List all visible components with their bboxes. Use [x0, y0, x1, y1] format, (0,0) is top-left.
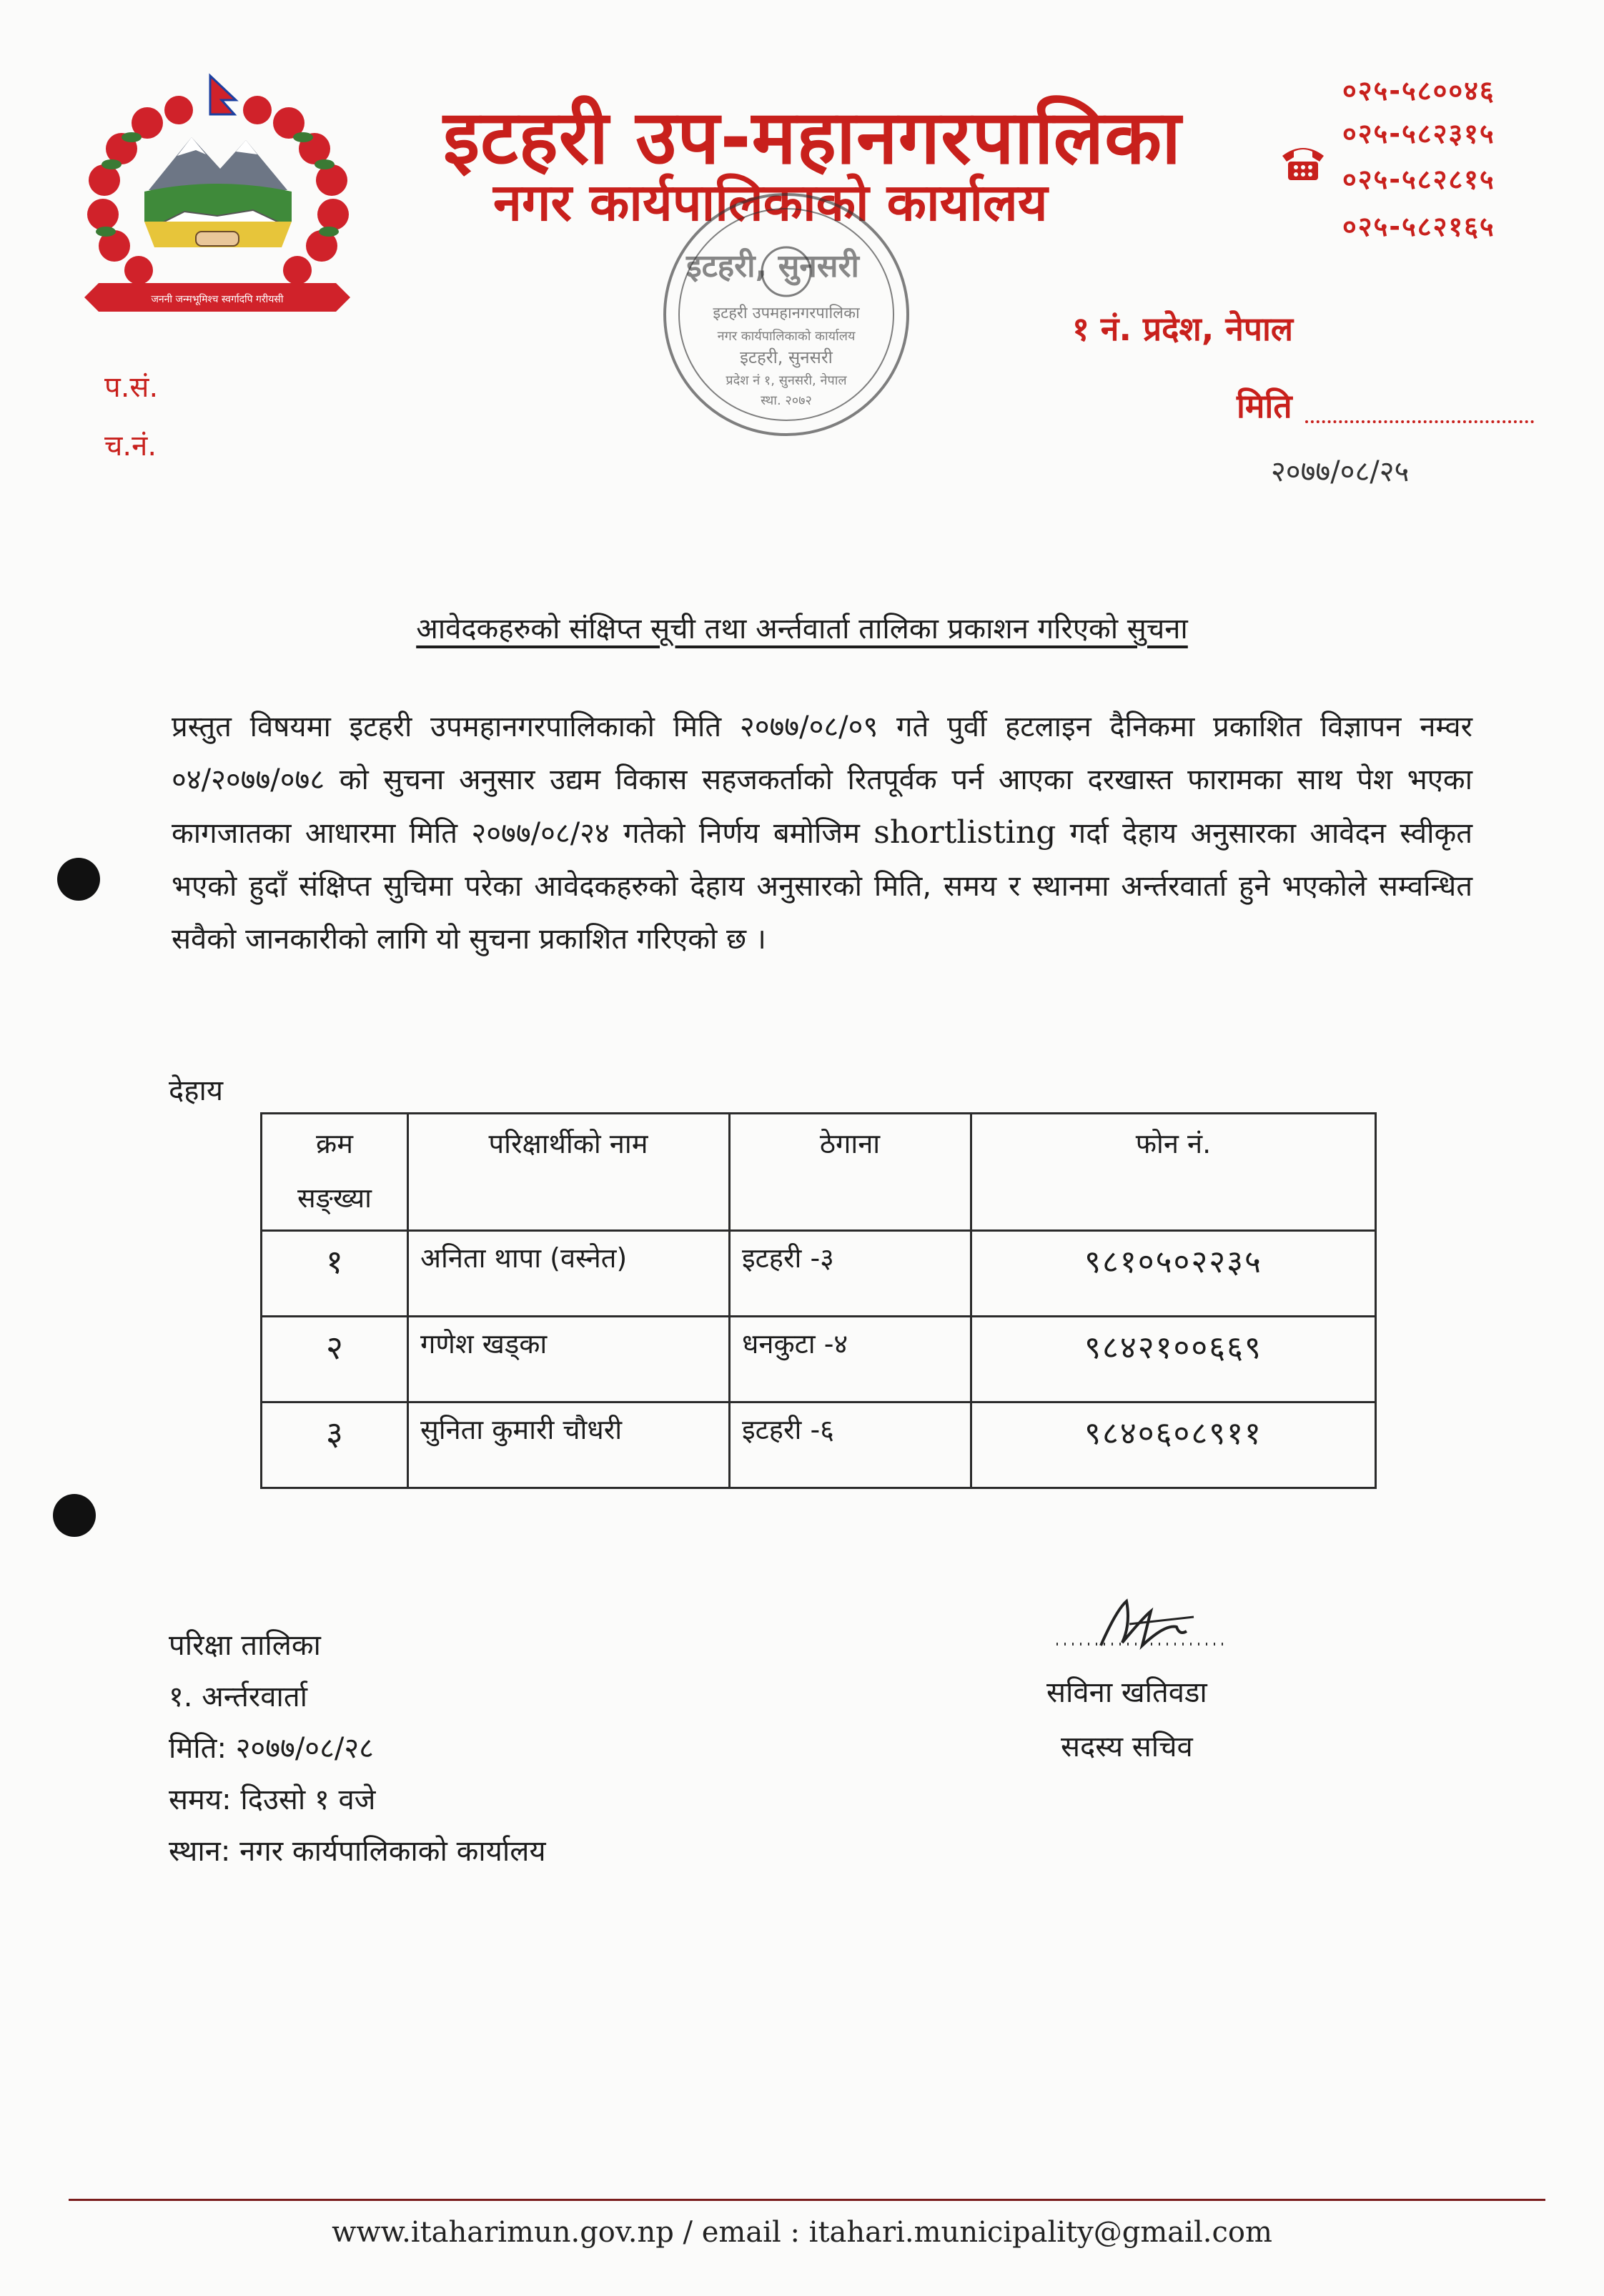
- table-row: [262, 1402, 1376, 1488]
- svg-text:स्था. २०७२: स्था. २०७२: [761, 393, 812, 408]
- dehay-label: देहाय: [169, 1074, 224, 1107]
- schedule-time: समय: दिउसो १ वजे: [169, 1783, 376, 1816]
- row-candidate-name: सुनिता कुमारी चौधरी: [408, 1402, 730, 1488]
- header-candidate-name: परिक्षार्थीको नाम: [408, 1114, 730, 1231]
- row-serial: २: [262, 1317, 408, 1402]
- header-phone: फोन नं.: [971, 1114, 1376, 1231]
- svg-text:नगर कार्यपालिकाको कार्यालय: नगर कार्यपालिकाको कार्यालय: [717, 329, 856, 344]
- table-row: [262, 1317, 1376, 1402]
- row-address: धनकुटा -४: [730, 1317, 971, 1402]
- nepal-emblem: [70, 69, 365, 326]
- signatory-title: सदस्य सचिव: [1061, 1731, 1193, 1763]
- notice-title: आवेदकहरुको संक्षिप्त सूची तथा अर्न्तवार्ता तालिका प्रकाशन गरिएको सुचना: [416, 613, 1188, 645]
- row-serial: १: [262, 1231, 408, 1317]
- phone-number-1: ०२५-५८००४६: [1342, 75, 1495, 107]
- header-address: ठेगाना: [730, 1114, 971, 1231]
- letter-date: २०७७/०८/२५: [1271, 455, 1410, 488]
- date-dotted-line: [1305, 392, 1534, 423]
- notice-body-part1: प्रस्तुत विषयमा इटहरी उपमहानगरपालिकाको मिति २०७७/०८/०९ गते पुर्वी हटलाइन दैनिकमा प्रकाशित विज्ञापन नम्वर ०४/२०७७/०७८ को सुचना अनुसार उद्यम विकास सहजकर्ताको रितपूर्वक पर्न आएका दरखास्त फारामका साथ पेश भएका कागजातका आधारमा मिति २०७७/०८/२४ गतेको निर्णय बमोजिम: [172, 711, 1472, 850]
- punch-hole-top: [57, 858, 100, 901]
- signature: [1051, 1595, 1237, 1660]
- ref-patra-sankhya: प.सं.: [104, 371, 159, 404]
- phone-number-3: ०२५-५८२८१५: [1342, 164, 1495, 195]
- row-address: इटहरी -३: [730, 1231, 971, 1317]
- office-seal: [643, 172, 929, 457]
- row-phone: ९८४२१००६६९: [971, 1317, 1376, 1402]
- svg-text:प्रदेश नं १, सुनसरी, नेपाल: प्रदेश नं १, सुनसरी, नेपाल: [726, 373, 847, 388]
- notice-body: [172, 701, 1472, 966]
- footer-contact: www.itaharimun.gov.np / email : itahari.municipality@gmail.com: [332, 2216, 1272, 2249]
- row-candidate-name: गणेश खड्का: [408, 1317, 730, 1402]
- svg-text:इटहरी उपमहानगरपालिका: इटहरी उपमहानगरपालिका: [713, 305, 860, 322]
- row-candidate-name: अनिता थापा (वस्नेत): [408, 1231, 730, 1317]
- table-header-row: [262, 1114, 1376, 1231]
- candidates-table: [260, 1112, 1377, 1489]
- phone-number-2: ०२५-५८२३१५: [1342, 118, 1495, 149]
- punch-hole-bottom: [53, 1494, 96, 1537]
- header-serial: क्रम सङ्ख्या: [262, 1114, 408, 1231]
- ref-chalani-number: च.नं.: [104, 430, 157, 462]
- stamp-overlay-text: इटहरी, सुनसरी: [686, 248, 859, 284]
- notice-body-part2: गर्दा देहाय अनुसारका आवेदन स्वीकृत भएको हुदाँ संक्षिप्त सुचिमा परेका आवेदकहरुको देहाय अनुसारको मिति, समय र स्थानमा अर्न्तरवार्ता हुने भएकोले सम्वन्धित सवैको जानकारीको लागि यो सुचना प्रकाशित गरिएको छ ।: [172, 817, 1472, 956]
- office-subtitle: नगर कार्यपालिकाको कार्यालय: [493, 172, 1048, 232]
- svg-text:इटहरी, सुनसरी: इटहरी, सुनसरी: [740, 347, 833, 367]
- schedule-item: १. अर्न्तरवार्ता: [169, 1681, 308, 1713]
- telephone-icon: [1278, 140, 1328, 183]
- schedule-place: स्थान: नगर कार्यपालिकाको कार्यालय: [169, 1835, 546, 1868]
- date-label: मिति: [1237, 387, 1292, 425]
- signatory-name: सविना खतिवडा: [1046, 1676, 1207, 1709]
- notice-body-english-term: shortlisting: [873, 814, 1056, 851]
- svg-text:जननी जन्मभूमिश्च स्वर्गादपि गर: जननी जन्मभूमिश्च स्वर्गादपि गरीयसी: [151, 294, 284, 305]
- schedule-date: मिति: २०७७/०८/२८: [169, 1732, 374, 1765]
- row-phone: ९८१०५०२२३५: [971, 1231, 1376, 1317]
- province-label: १ नं. प्रदेश, नेपाल: [1072, 310, 1294, 348]
- row-address: इटहरी -६: [730, 1402, 971, 1488]
- row-phone: ९८४०६०८९११: [971, 1402, 1376, 1488]
- row-serial: ३: [262, 1402, 408, 1488]
- schedule-heading: परिक्षा तालिका: [169, 1629, 321, 1662]
- footer-divider: [69, 2199, 1545, 2201]
- table-row: [262, 1231, 1376, 1317]
- phone-number-4: ०२५-५८२१६५: [1342, 211, 1495, 242]
- office-title: इटहरी उप-महानगरपालिका: [443, 94, 1182, 181]
